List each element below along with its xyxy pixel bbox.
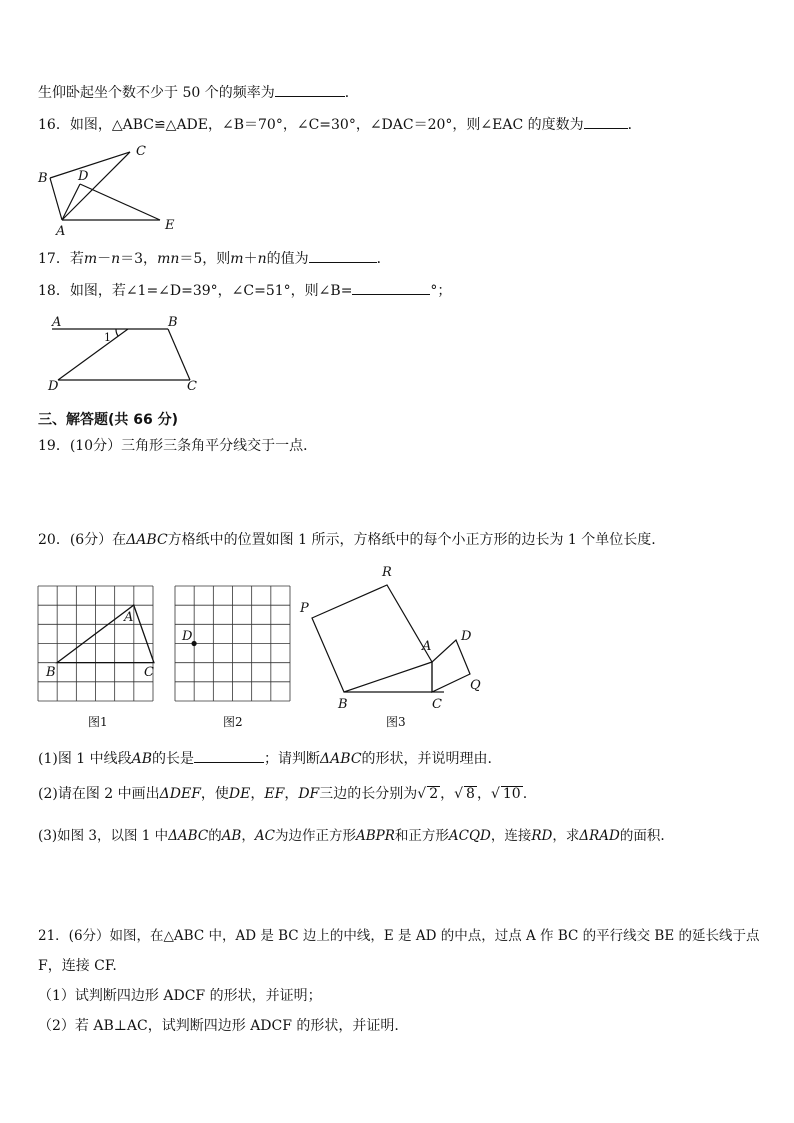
label-c: C	[136, 144, 146, 159]
question-21-part-1: （1）试判断四边形 ADCF 的形状，并证明；	[38, 988, 322, 1004]
label-c: C	[187, 379, 197, 394]
label-d: D	[48, 379, 59, 394]
question-17: 17．若m－n＝3，mn＝5，则m＋n的值为 ．	[38, 248, 391, 269]
label-c: C	[432, 697, 442, 712]
question-20-part-1: (1)图 1 中线段AB的长是 ；请判断ΔABC的形状，并说明理由.	[38, 748, 492, 769]
label-b: B	[46, 665, 56, 680]
label-e: E	[165, 218, 175, 233]
line-frequency: 生仰卧起坐个数不少于 50 个的频率为 ．	[38, 82, 359, 103]
grid-figure-1	[38, 586, 168, 746]
question-20-part-2: (2)请在图 2 中画出ΔDEF，使DE，EF，DF三边的长分别为√ 2 ，√ 8 ，√ 10 .	[38, 786, 528, 802]
radical-sign: √	[454, 786, 464, 802]
label-b: B	[168, 315, 178, 330]
answer-blank[interactable]	[352, 280, 430, 295]
label-a: A	[52, 315, 62, 330]
question-21: 21．(6分）如图，在△ABC 中，AD 是 BC 边上的中线，E 是 AD 的中点，过点 A 作 BC 的平行线交 BE 的延长线于点	[38, 928, 760, 944]
label-b: B	[38, 171, 48, 186]
answer-blank[interactable]	[275, 82, 345, 97]
caption-figure-3: 图3	[386, 715, 406, 729]
label-angle-1: 1	[104, 331, 111, 344]
label-a: A	[422, 639, 432, 654]
question-16: 16．如图，△ABC≌△ADE，∠B＝70°，∠C=30°，∠DAC＝20°，则∠EAC 的度数为 ．	[38, 114, 642, 135]
label-p: P	[300, 601, 309, 616]
section-heading: 三、解答题(共 66 分)	[38, 412, 179, 428]
figure-3	[298, 562, 498, 732]
caption-figure-1: 图1	[88, 715, 108, 729]
label-r: R	[382, 565, 392, 580]
question-20-part-3: (3)如图 3，以图 1 中ΔABC的AB，AC为边作正方形ABPR和正方形ACQD，连接RD，求ΔRAD的面积.	[38, 828, 665, 844]
question-20: 20．(6分）在ΔABC方格纸中的位置如图 1 所示，方格纸中的每个小正方形的边长为 1 个单位长度.	[38, 532, 656, 548]
grid-figure-2	[175, 586, 305, 746]
radical-sign: √	[417, 786, 427, 802]
label-q: Q	[470, 678, 481, 693]
figure-16	[34, 140, 194, 240]
label-a: A	[56, 224, 66, 239]
label-b: B	[338, 697, 348, 712]
question-18: 18．如图，若∠1=∠D=39°，∠C=51°，则∠B= °；	[38, 280, 451, 301]
caption-figure-2: 图2	[223, 715, 243, 729]
label-c: C	[144, 665, 154, 680]
label-d: D	[461, 629, 472, 644]
label-a: A	[124, 610, 134, 625]
question-21-part-2: （2）若 AB⊥AC，试判断四边形 ADCF 的形状，并证明.	[38, 1018, 399, 1034]
question-21-continued: F，连接 CF.	[38, 958, 117, 974]
figure-18	[44, 312, 214, 392]
answer-blank[interactable]	[309, 248, 377, 263]
question-19: 19．(10分）三角形三条角平分线交于一点．	[38, 438, 318, 454]
label-d: D	[78, 169, 89, 184]
radical-sign: √	[490, 786, 500, 802]
answer-blank[interactable]	[584, 114, 628, 129]
answer-blank[interactable]	[194, 748, 264, 763]
label-d: D	[182, 629, 193, 644]
